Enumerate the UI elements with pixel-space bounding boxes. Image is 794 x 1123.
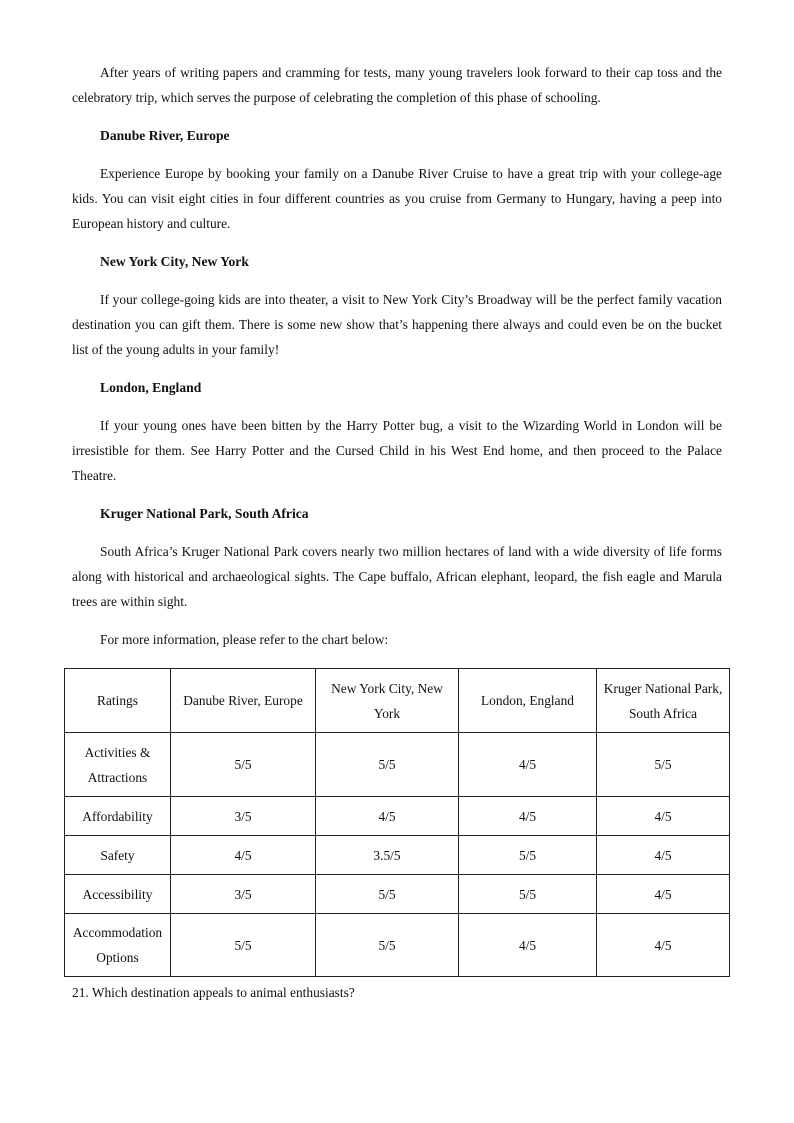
table-cell: 4/5 [316,797,459,836]
table-header-cell: Danube River, Europe [171,669,316,733]
table-cell: 5/5 [316,733,459,797]
table-row [65,914,730,977]
table-header-row [65,669,730,733]
table-cell: 5/5 [597,733,730,797]
table-cell: 4/5 [597,836,730,875]
table-cell: 5/5 [316,875,459,914]
section-heading-london: London, England [100,380,202,395]
table-cell: Affordability [65,797,171,836]
document-body [72,60,722,652]
table-cell: Safety [65,836,171,875]
section-text-kruger: South Africa’s Kruger National Park covers nearly two million hectares of land with a wide diversity of life forms along with historical and archaeological sights. The Cape buffalo, African elephant, leopard, the fish eagle and Marula trees are within sight. [72,544,722,609]
table-cell: Activities & Attractions [65,733,171,797]
table-header-cell: Kruger National Park, South Africa [597,669,730,733]
section-text-new-york: If your college-going kids are into theater, a visit to New York City’s Broadway will be the perfect family vacation destination you can gift them. There is some new show that’s happening there always and could even be on the bucket list of the young adults in your family! [72,292,722,357]
table-header-cell: Ratings [65,669,171,733]
table-cell: 5/5 [459,875,597,914]
table-row [65,836,730,875]
table-cell: 5/5 [171,733,316,797]
section-heading-danube: Danube River, Europe [100,128,230,143]
table-cell: 3/5 [171,797,316,836]
table-header-cell: New York City, New York [316,669,459,733]
table-cell: Accessibility [65,875,171,914]
table-header-cell: London, England [459,669,597,733]
table-cell: 4/5 [597,914,730,977]
table-cell: 3.5/5 [316,836,459,875]
table-row [65,875,730,914]
table-cell: Accommodation Options [65,914,171,977]
section-heading-kruger: Kruger National Park, South Africa [100,506,309,521]
table-row [65,797,730,836]
table-cell: 4/5 [597,797,730,836]
table-cell: 3/5 [171,875,316,914]
table-row [65,733,730,797]
chart-intro: For more information, please refer to the chart below: [100,632,389,647]
section-text-london: If your young ones have been bitten by the Harry Potter bug, a visit to the Wizarding World in London will be irresistible for them. See Harry Potter and the Cursed Child in his West End home, and then proceed to the Palace Theatre. [72,418,722,483]
intro-paragraph: After years of writing papers and cramming for tests, many young travelers look forward to their cap toss and the celebratory trip, which serves the purpose of celebrating the completion of this phase of schooling. [72,65,722,105]
table-cell: 4/5 [459,797,597,836]
table-cell: 4/5 [597,875,730,914]
table-cell: 4/5 [459,733,597,797]
table-cell: 4/5 [459,914,597,977]
section-heading-new-york: New York City, New York [100,254,249,269]
table-cell: 5/5 [459,836,597,875]
table-cell: 5/5 [171,914,316,977]
table-cell: 5/5 [316,914,459,977]
question-text: 21. Which destination appeals to animal enthusiasts? [72,985,355,1000]
ratings-table [64,668,730,977]
section-text-danube: Experience Europe by booking your family on a Danube River Cruise to have a great trip with your college-age kids. You can visit eight cities in four different countries as you cruise from Germany to Hungary, having a peep into European history and culture. [72,166,722,231]
table-cell: 4/5 [171,836,316,875]
